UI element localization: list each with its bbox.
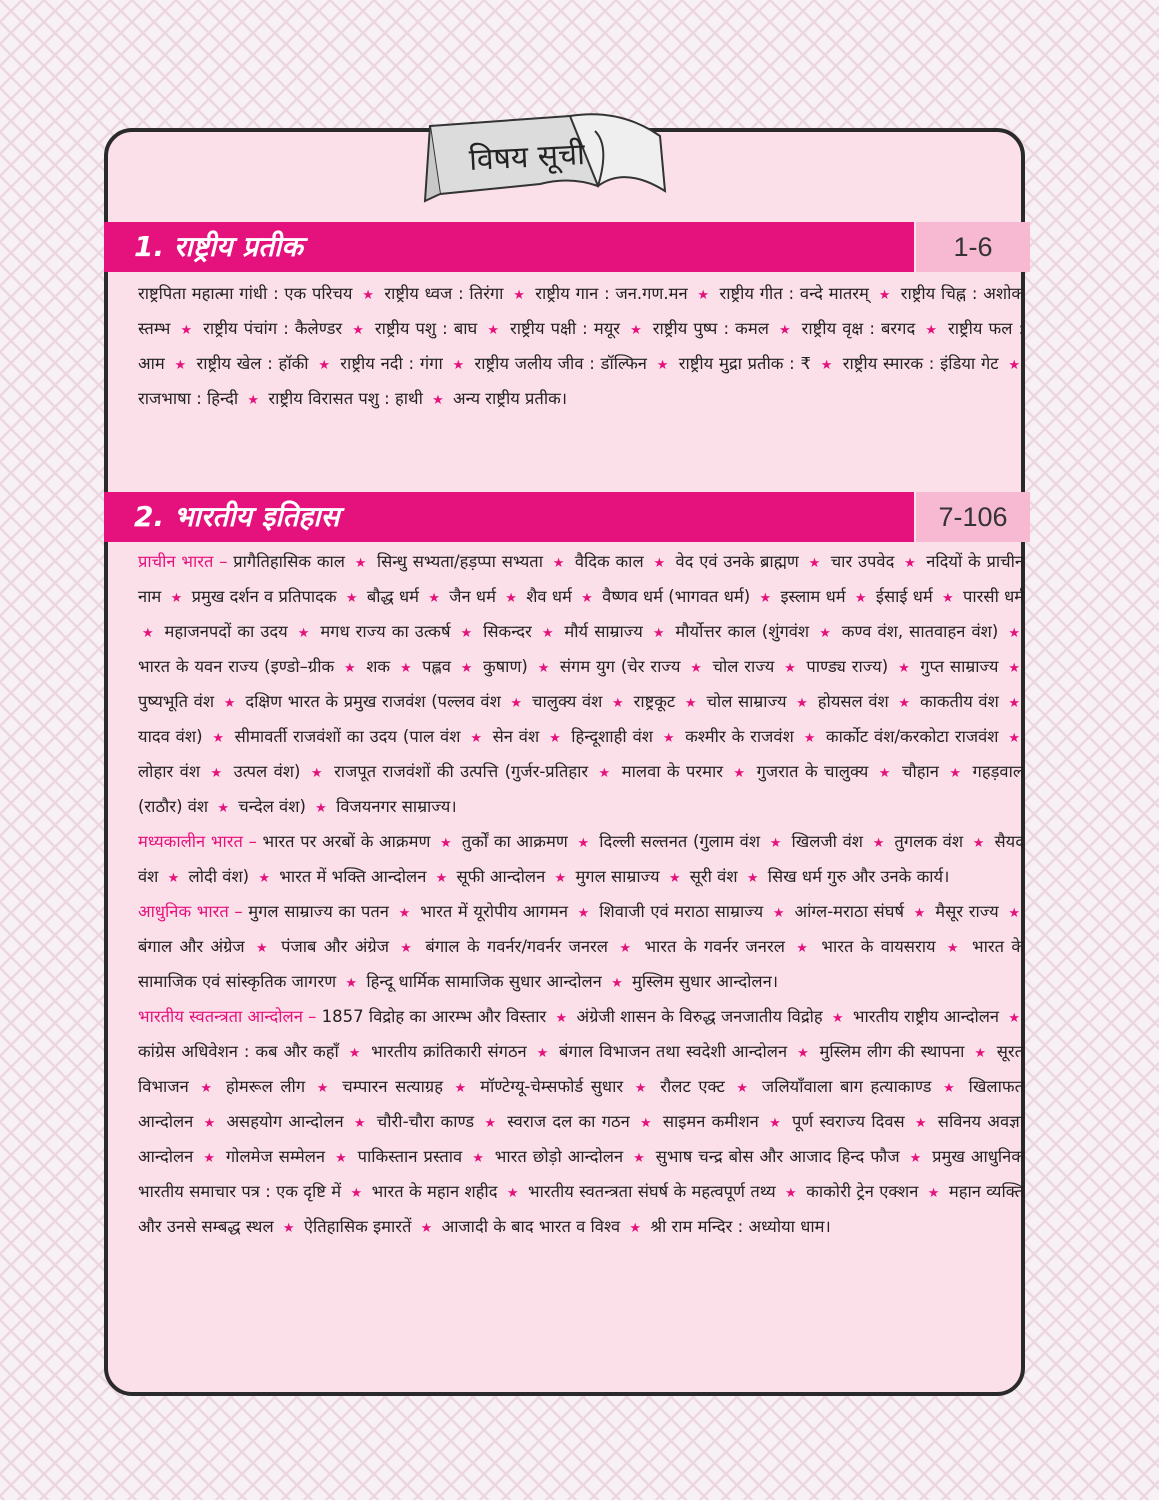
bullet-star-icon: ★ bbox=[611, 696, 624, 711]
bullet-star-icon: ★ bbox=[554, 871, 567, 886]
bullet-star-icon: ★ bbox=[577, 836, 590, 851]
topic-item: सिन्धु सभ्यता/हड़प्पा सभ्यता bbox=[376, 552, 543, 571]
topic-item: राष्ट्रीय फल : आम bbox=[138, 319, 1025, 373]
bullet-star-icon: ★ bbox=[513, 288, 526, 303]
bullet-star-icon: ★ bbox=[505, 591, 517, 606]
topic-item: राष्ट्रीय चिह्न : अशोक स्तम्भ bbox=[138, 284, 1025, 338]
bullet-star-icon: ★ bbox=[914, 1116, 928, 1131]
section-header bbox=[104, 492, 1034, 542]
topic-item: काकोरी ट्रेन एक्शन bbox=[806, 1182, 919, 1201]
bullet-star-icon: ★ bbox=[315, 801, 327, 816]
topic-item: श्री राम मन्दिर : अध्योया धाम। bbox=[650, 1217, 831, 1236]
bullet-star-icon: ★ bbox=[428, 591, 440, 606]
topic-item: पूर्ण स्वराज्य दिवस bbox=[791, 1112, 905, 1131]
bullet-star-icon: ★ bbox=[878, 288, 891, 303]
bullet-star-icon: ★ bbox=[510, 696, 523, 711]
bullet-star-icon: ★ bbox=[297, 626, 311, 641]
topic-item: पारसी धर्म bbox=[963, 587, 1025, 606]
bullet-star-icon: ★ bbox=[662, 731, 676, 746]
bullet-star-icon: ★ bbox=[820, 358, 833, 373]
bullet-star-icon: ★ bbox=[927, 1186, 940, 1201]
section-page-range: 7-106 bbox=[916, 492, 1030, 542]
bullet-star-icon: ★ bbox=[972, 836, 985, 851]
topic-item: मॉण्टेग्यू-चेम्सफोर्ड सुधार bbox=[480, 1077, 624, 1096]
bullet-star-icon: ★ bbox=[946, 941, 961, 956]
bullet-star-icon: ★ bbox=[335, 1151, 348, 1166]
topic-item: प्रागैतिहासिक काल bbox=[233, 552, 345, 571]
topic-item: मुगल साम्राज्य bbox=[575, 867, 660, 886]
bullet-star-icon: ★ bbox=[354, 556, 367, 571]
section-title: 2. भारतीय इतिहास bbox=[134, 500, 340, 533]
bullet-star-icon: ★ bbox=[925, 323, 938, 338]
bullet-star-icon: ★ bbox=[803, 731, 817, 746]
topic-item: राष्ट्रीय विरासत पशु : हाथी bbox=[268, 389, 423, 408]
bullet-star-icon: ★ bbox=[759, 591, 772, 606]
bullet-star-icon: ★ bbox=[854, 591, 867, 606]
subsection-paragraph bbox=[138, 825, 1024, 895]
bullet-star-icon: ★ bbox=[541, 626, 555, 641]
bullet-star-icon: ★ bbox=[452, 358, 465, 373]
subsection-label: प्राचीन भारत – bbox=[138, 552, 228, 571]
subsection-label: मध्यकालीन भारत – bbox=[138, 832, 257, 851]
section-title: 1. राष्ट्रीय प्रतीक bbox=[134, 230, 303, 263]
topic-item: बंगाल और अंग्रेज bbox=[138, 937, 245, 956]
topic-item: राष्ट्रीय ध्वज : तिरंगा bbox=[384, 284, 504, 303]
topic-item: आजादी के बाद भारत व विश्व bbox=[441, 1217, 621, 1236]
bullet-star-icon: ★ bbox=[831, 1011, 844, 1026]
bullet-star-icon: ★ bbox=[697, 288, 710, 303]
topic-item: प्रमुख दर्शन व प्रतिपादक bbox=[191, 587, 337, 606]
bullet-star-icon: ★ bbox=[353, 1116, 367, 1131]
topic-item: बंगाल के गवर्नर/गवर्नर जनरल bbox=[425, 937, 608, 956]
topic-item: राष्ट्रीय खेल : हॉकी bbox=[196, 354, 309, 373]
bullet-star-icon: ★ bbox=[942, 591, 954, 606]
bullet-star-icon: ★ bbox=[256, 941, 270, 956]
topic-item: असहयोग आन्दोलन bbox=[226, 1112, 344, 1131]
subsection-paragraph bbox=[138, 545, 1024, 825]
bullet-star-icon: ★ bbox=[555, 1011, 568, 1026]
bullet-star-icon: ★ bbox=[629, 1221, 642, 1236]
bullet-star-icon: ★ bbox=[1008, 358, 1020, 373]
contents-heading: विषय सूची bbox=[468, 136, 586, 179]
topic-item: मुस्लिम सुधार आन्दोलन। bbox=[632, 972, 779, 991]
bullet-star-icon: ★ bbox=[247, 393, 260, 408]
topic-item: जैन धर्म bbox=[449, 587, 496, 606]
topic-item: गुप्त साम्राज्य bbox=[920, 657, 999, 676]
topic-item: महान व्यक्ति और उनसे सम्बद्ध स्थल bbox=[138, 1182, 1025, 1236]
topic-item: ऐतिहासिक इमारतें bbox=[303, 1217, 412, 1236]
topic-item: ईसाई धर्म bbox=[875, 587, 933, 606]
topic-item: राष्ट्रीय गीत : वन्दे मातरम् bbox=[719, 284, 869, 303]
topic-item: स्वराज दल का गठन bbox=[507, 1112, 630, 1131]
bullet-star-icon: ★ bbox=[619, 941, 634, 956]
topic-item: पाकिस्तान प्रस्ताव bbox=[357, 1147, 463, 1166]
topic-item: भारतीय राष्ट्रीय आन्दोलन bbox=[852, 1007, 1000, 1026]
bullet-star-icon: ★ bbox=[536, 1046, 550, 1061]
bullet-star-icon: ★ bbox=[167, 871, 180, 886]
bullet-star-icon: ★ bbox=[634, 1081, 649, 1096]
bullet-star-icon: ★ bbox=[797, 1046, 810, 1061]
topic-item: भारत के यवन राज्य (इण्डो–ग्रीक ★ शक ★ पह्लव ★ कुषाण) bbox=[138, 657, 528, 676]
bullet-star-icon: ★ bbox=[784, 661, 797, 676]
topic-item: मुस्लिम लीग की स्थापना bbox=[819, 1042, 965, 1061]
bullet-star-icon: ★ bbox=[200, 1081, 215, 1096]
bullet-star-icon: ★ bbox=[142, 626, 155, 641]
topic-item: चार उपवेद bbox=[830, 552, 895, 571]
topic-item: राजपूत राजवंशों की उत्पत्ति (गुर्जर-प्रतिहार ★ मालवा के परमार ★ गुजरात के चालुक्य ★ चौहान ★ गहड़वाल (राठौर) वंश ★ चन्देल वंश) bbox=[138, 762, 1025, 816]
topic-item: मैसूर राज्य bbox=[935, 902, 999, 921]
topic-item: वेद एवं उनके ब्राह्मण bbox=[675, 552, 799, 571]
topic-item: बंगाल विभाजन तथा स्वदेशी आन्दोलन bbox=[559, 1042, 788, 1061]
bullet-star-icon: ★ bbox=[785, 1186, 797, 1201]
bullet-star-icon: ★ bbox=[316, 1081, 331, 1096]
bullet-star-icon: ★ bbox=[668, 871, 681, 886]
bullet-star-icon: ★ bbox=[348, 1046, 362, 1061]
bullet-star-icon: ★ bbox=[808, 556, 821, 571]
topic-item: साइमन कमीशन bbox=[662, 1112, 759, 1131]
bullet-star-icon: ★ bbox=[772, 906, 785, 921]
bullet-star-icon: ★ bbox=[435, 871, 448, 886]
topic-item: राष्ट्रीय जलीय जीव : डॉल्फिन bbox=[474, 354, 647, 373]
bullet-star-icon: ★ bbox=[633, 1151, 646, 1166]
bullet-star-icon: ★ bbox=[454, 1081, 469, 1096]
topic-item: भारत में यूरोपीय आगमन bbox=[420, 902, 568, 921]
bullet-star-icon: ★ bbox=[352, 323, 365, 338]
topic-item: खिलाफत आन्दोलन bbox=[138, 1077, 1025, 1131]
bullet-star-icon: ★ bbox=[345, 591, 358, 606]
topic-item: मौर्य साम्राज्य bbox=[564, 622, 643, 641]
topic-item: प्रमुख आधुनिक भारतीय समाचार पत्र : एक दृष्टि में bbox=[138, 1147, 1025, 1201]
topic-item: कांग्रेस अधिवेशन : कब और कहाँ bbox=[138, 1042, 339, 1061]
topic-item: मुगल साम्राज्य का पतन bbox=[248, 902, 389, 921]
topic-item: दिल्ली सल्तनत (गुलाम वंश ★ खिलजी वंश ★ तुगलक वंश ★ सैयद वंश ★ लोदी वंश) bbox=[138, 832, 1024, 886]
topic-item: पंजाब और अंग्रेज bbox=[281, 937, 389, 956]
topic-item: भारतीय क्रांतिकारी संगठन bbox=[371, 1042, 527, 1061]
bullet-star-icon: ★ bbox=[598, 766, 612, 781]
topic-item: भारत के सामाजिक एवं सांस्कृतिक जागरण bbox=[138, 937, 1025, 991]
bullet-star-icon: ★ bbox=[1008, 626, 1020, 641]
topic-item: भारत पर अरबों के आक्रमण bbox=[262, 832, 431, 851]
bullet-star-icon: ★ bbox=[420, 1221, 433, 1236]
topic-item: भारत के गवर्नर जनरल bbox=[644, 937, 785, 956]
bullet-star-icon: ★ bbox=[949, 766, 963, 781]
topic-item: पुष्यभूति वंश bbox=[138, 692, 215, 711]
bullet-star-icon: ★ bbox=[203, 1151, 216, 1166]
bullet-star-icon: ★ bbox=[210, 766, 224, 781]
topic-item: जलियाँवाला बाग हत्याकाण्ड bbox=[761, 1077, 932, 1096]
bullet-star-icon: ★ bbox=[1008, 661, 1021, 676]
bullet-star-icon: ★ bbox=[344, 661, 357, 676]
bullet-star-icon: ★ bbox=[611, 976, 623, 991]
bullet-star-icon: ★ bbox=[779, 323, 792, 338]
bullet-star-icon: ★ bbox=[362, 288, 375, 303]
topic-item: बौद्ध धर्म bbox=[366, 587, 420, 606]
subsection-label: भारतीय स्वतन्त्रता आन्दोलन – bbox=[138, 1007, 317, 1026]
topic-item: हिन्दू धार्मिक सामाजिक सुधार आन्दोलन bbox=[366, 972, 602, 991]
bullet-star-icon: ★ bbox=[652, 626, 666, 641]
topic-item: भारतीय स्वतन्त्रता संघर्ष के महत्वपूर्ण तथ्य bbox=[527, 1182, 776, 1201]
subsection-paragraph bbox=[138, 1000, 1024, 1245]
bullet-star-icon: ★ bbox=[898, 661, 911, 676]
bullet-star-icon: ★ bbox=[577, 906, 590, 921]
topic-item: विजयनगर साम्राज्य। bbox=[336, 797, 457, 816]
bullet-star-icon: ★ bbox=[819, 626, 832, 641]
bullet-star-icon: ★ bbox=[440, 836, 453, 851]
topic-item: तुर्कों का आक्रमण bbox=[461, 832, 568, 851]
bullet-star-icon: ★ bbox=[639, 1116, 653, 1131]
bullet-star-icon: ★ bbox=[796, 941, 811, 956]
bullet-star-icon: ★ bbox=[310, 766, 324, 781]
bullet-star-icon: ★ bbox=[1008, 906, 1021, 921]
bullet-star-icon: ★ bbox=[470, 731, 483, 746]
bullet-star-icon: ★ bbox=[1008, 731, 1021, 746]
section-header bbox=[104, 222, 1034, 272]
bullet-star-icon: ★ bbox=[174, 358, 187, 373]
bullet-star-icon: ★ bbox=[733, 766, 747, 781]
topic-item: भारत छोड़ो आन्दोलन bbox=[494, 1147, 624, 1166]
topic-item: राष्ट्रीय पशु : बाघ bbox=[374, 319, 478, 338]
bullet-star-icon: ★ bbox=[203, 1116, 217, 1131]
bullet-star-icon: ★ bbox=[656, 358, 669, 373]
topic-item: भारत के महान शहीद bbox=[371, 1182, 498, 1201]
bullet-star-icon: ★ bbox=[684, 696, 697, 711]
bullet-star-icon: ★ bbox=[549, 731, 562, 746]
bullet-star-icon: ★ bbox=[904, 556, 917, 571]
topic-item: राष्ट्रीय गान : जन.गण.मन bbox=[535, 284, 688, 303]
bullet-star-icon: ★ bbox=[974, 1046, 987, 1061]
topic-item: वैदिक काल bbox=[574, 552, 644, 571]
topic-item: सूरी वंश bbox=[689, 867, 738, 886]
bullet-star-icon: ★ bbox=[400, 941, 415, 956]
bullet-star-icon: ★ bbox=[1008, 696, 1021, 711]
topic-item: राष्ट्रीय नदी : गंगा bbox=[340, 354, 443, 373]
bullet-star-icon: ★ bbox=[282, 1221, 295, 1236]
bullet-star-icon: ★ bbox=[460, 626, 474, 641]
topic-item: होमरूल लीग bbox=[225, 1077, 306, 1096]
topic-item: वैष्णव धर्म (भागवत धर्म) bbox=[602, 587, 751, 606]
subsection-label: आधुनिक भारत – bbox=[138, 902, 243, 921]
bullet-star-icon: ★ bbox=[258, 871, 271, 886]
topic-item: सीमावर्ती राजवंशों का उदय (पाल वंश ★ सेन वंश ★ हिन्दूशाही वंश ★ कश्मीर के राजवंश ★ कार्कोट वंश/करकोटा राजवंश ★ लोहार वंश ★ उत्पल वंश) bbox=[138, 727, 1021, 781]
topic-item: इस्लाम धर्म bbox=[780, 587, 846, 606]
bullet-star-icon: ★ bbox=[769, 1116, 782, 1131]
topic-item: चौरी-चौरा काण्ड bbox=[376, 1112, 475, 1131]
bullet-star-icon: ★ bbox=[909, 1151, 923, 1166]
bullet-star-icon: ★ bbox=[1008, 1011, 1021, 1026]
bullet-star-icon: ★ bbox=[460, 661, 474, 676]
bullet-star-icon: ★ bbox=[170, 591, 183, 606]
topic-item: राजभाषा : हिन्दी bbox=[138, 389, 239, 408]
bullet-star-icon: ★ bbox=[736, 1081, 751, 1096]
subsection-paragraph bbox=[138, 895, 1024, 1000]
section-page-range: 1-6 bbox=[916, 222, 1030, 272]
bullet-star-icon: ★ bbox=[345, 976, 358, 991]
topic-item: राष्ट्रपिता महात्मा गांधी : एक परिचय bbox=[138, 284, 353, 303]
topic-item: सूफी आन्दोलन bbox=[456, 867, 546, 886]
bullet-star-icon: ★ bbox=[398, 906, 411, 921]
bullet-star-icon: ★ bbox=[581, 591, 593, 606]
topic-item: राष्ट्रीय पक्षी : मयूर bbox=[510, 319, 621, 338]
section-content bbox=[138, 545, 1024, 1245]
topic-item: सुभाष चन्द्र बोस और आजाद हिन्द फौज bbox=[655, 1147, 900, 1166]
bullet-star-icon: ★ bbox=[653, 556, 666, 571]
bullet-star-icon: ★ bbox=[769, 836, 782, 851]
topic-item: सिख धर्म गुरु और उनके कार्य। bbox=[767, 867, 950, 886]
bullet-star-icon: ★ bbox=[487, 323, 500, 338]
topic-item: आंग्ल-मराठा संघर्ष bbox=[794, 902, 904, 921]
bullet-star-icon: ★ bbox=[872, 836, 885, 851]
bullet-star-icon: ★ bbox=[943, 1081, 958, 1096]
section-title-bar bbox=[104, 222, 914, 272]
bullet-star-icon: ★ bbox=[552, 556, 566, 571]
topic-item: गोलमेज सम्मेलन bbox=[225, 1147, 326, 1166]
topic-item: भारत के वायसराय bbox=[821, 937, 936, 956]
topic-item: सविनय अवज्ञा आन्दोलन bbox=[138, 1112, 1024, 1166]
bullet-star-icon: ★ bbox=[350, 1186, 363, 1201]
topic-item: मौर्योत्तर काल (शुंगवंश ★ कण्व वंश, सातवाहन वंश) bbox=[675, 622, 999, 641]
topic-item: सूरत विभाजन bbox=[138, 1042, 1024, 1096]
bullet-star-icon: ★ bbox=[796, 696, 809, 711]
bullet-star-icon: ★ bbox=[400, 661, 413, 676]
bullet-star-icon: ★ bbox=[537, 661, 550, 676]
topic-item: शिवाजी एवं मराठा साम्राज्य bbox=[599, 902, 764, 921]
section-title-bar bbox=[104, 492, 914, 542]
topic-item: राष्ट्रीय स्मारक : इंडिया गेट bbox=[842, 354, 999, 373]
bullet-star-icon: ★ bbox=[878, 766, 892, 781]
topic-item: 1857 विद्रोह का आरम्भ और विस्तार bbox=[321, 1007, 547, 1026]
topic-item: दक्षिण भारत के प्रमुख राजवंश (पल्लव वंश ★ चालुक्य वंश ★ राष्ट्रकूट ★ चोल साम्राज्य ★ होयसल वंश ★ काकतीय वंश ★ यादव वंश) bbox=[138, 692, 1021, 746]
bullet-star-icon: ★ bbox=[913, 906, 926, 921]
topic-item: अन्य राष्ट्रीय प्रतीक। bbox=[453, 389, 568, 408]
bullet-star-icon: ★ bbox=[506, 1186, 519, 1201]
topic-item: रौलट एक्ट bbox=[660, 1077, 725, 1096]
topic-item: मगध राज्य का उत्कर्ष bbox=[320, 622, 451, 641]
bullet-star-icon: ★ bbox=[746, 871, 759, 886]
topic-item: अंग्रेजी शासन के विरुद्ध जनजातीय विद्रोह bbox=[576, 1007, 823, 1026]
topic-item: भारत में भक्ति आन्दोलन bbox=[279, 867, 427, 886]
topic-item: राष्ट्रीय पुष्प : कमल bbox=[652, 319, 769, 338]
topic-item: राष्ट्रीय पंचांग : कैलेण्डर bbox=[203, 319, 343, 338]
topic-item: राष्ट्रीय मुद्रा प्रतीक : ₹ bbox=[678, 354, 812, 373]
topic-item: सिकन्दर bbox=[483, 622, 532, 641]
topic-item: नदियों के प्राचीन नाम bbox=[138, 552, 1025, 606]
bullet-star-icon: ★ bbox=[484, 1116, 498, 1131]
bullet-star-icon: ★ bbox=[212, 731, 225, 746]
bullet-star-icon: ★ bbox=[432, 393, 444, 408]
topic-item: महाजनपदों का उदय bbox=[164, 622, 288, 641]
bullet-star-icon: ★ bbox=[898, 696, 911, 711]
bullet-star-icon: ★ bbox=[318, 358, 331, 373]
bullet-star-icon: ★ bbox=[217, 801, 230, 816]
topic-item: संगम युग (चेर राज्य ★ चोल राज्य ★ पाण्ड्य राज्य) bbox=[559, 657, 889, 676]
topic-item: शैव धर्म bbox=[526, 587, 572, 606]
topic-item: चम्पारन सत्याग्रह bbox=[342, 1077, 443, 1096]
bullet-star-icon: ★ bbox=[472, 1151, 485, 1166]
bullet-star-icon: ★ bbox=[180, 323, 193, 338]
bullet-star-icon: ★ bbox=[630, 323, 643, 338]
section-content bbox=[138, 277, 1024, 417]
bullet-star-icon: ★ bbox=[690, 661, 703, 676]
topic-item: राष्ट्रीय वृक्ष : बरगद bbox=[801, 319, 916, 338]
bullet-star-icon: ★ bbox=[223, 696, 236, 711]
